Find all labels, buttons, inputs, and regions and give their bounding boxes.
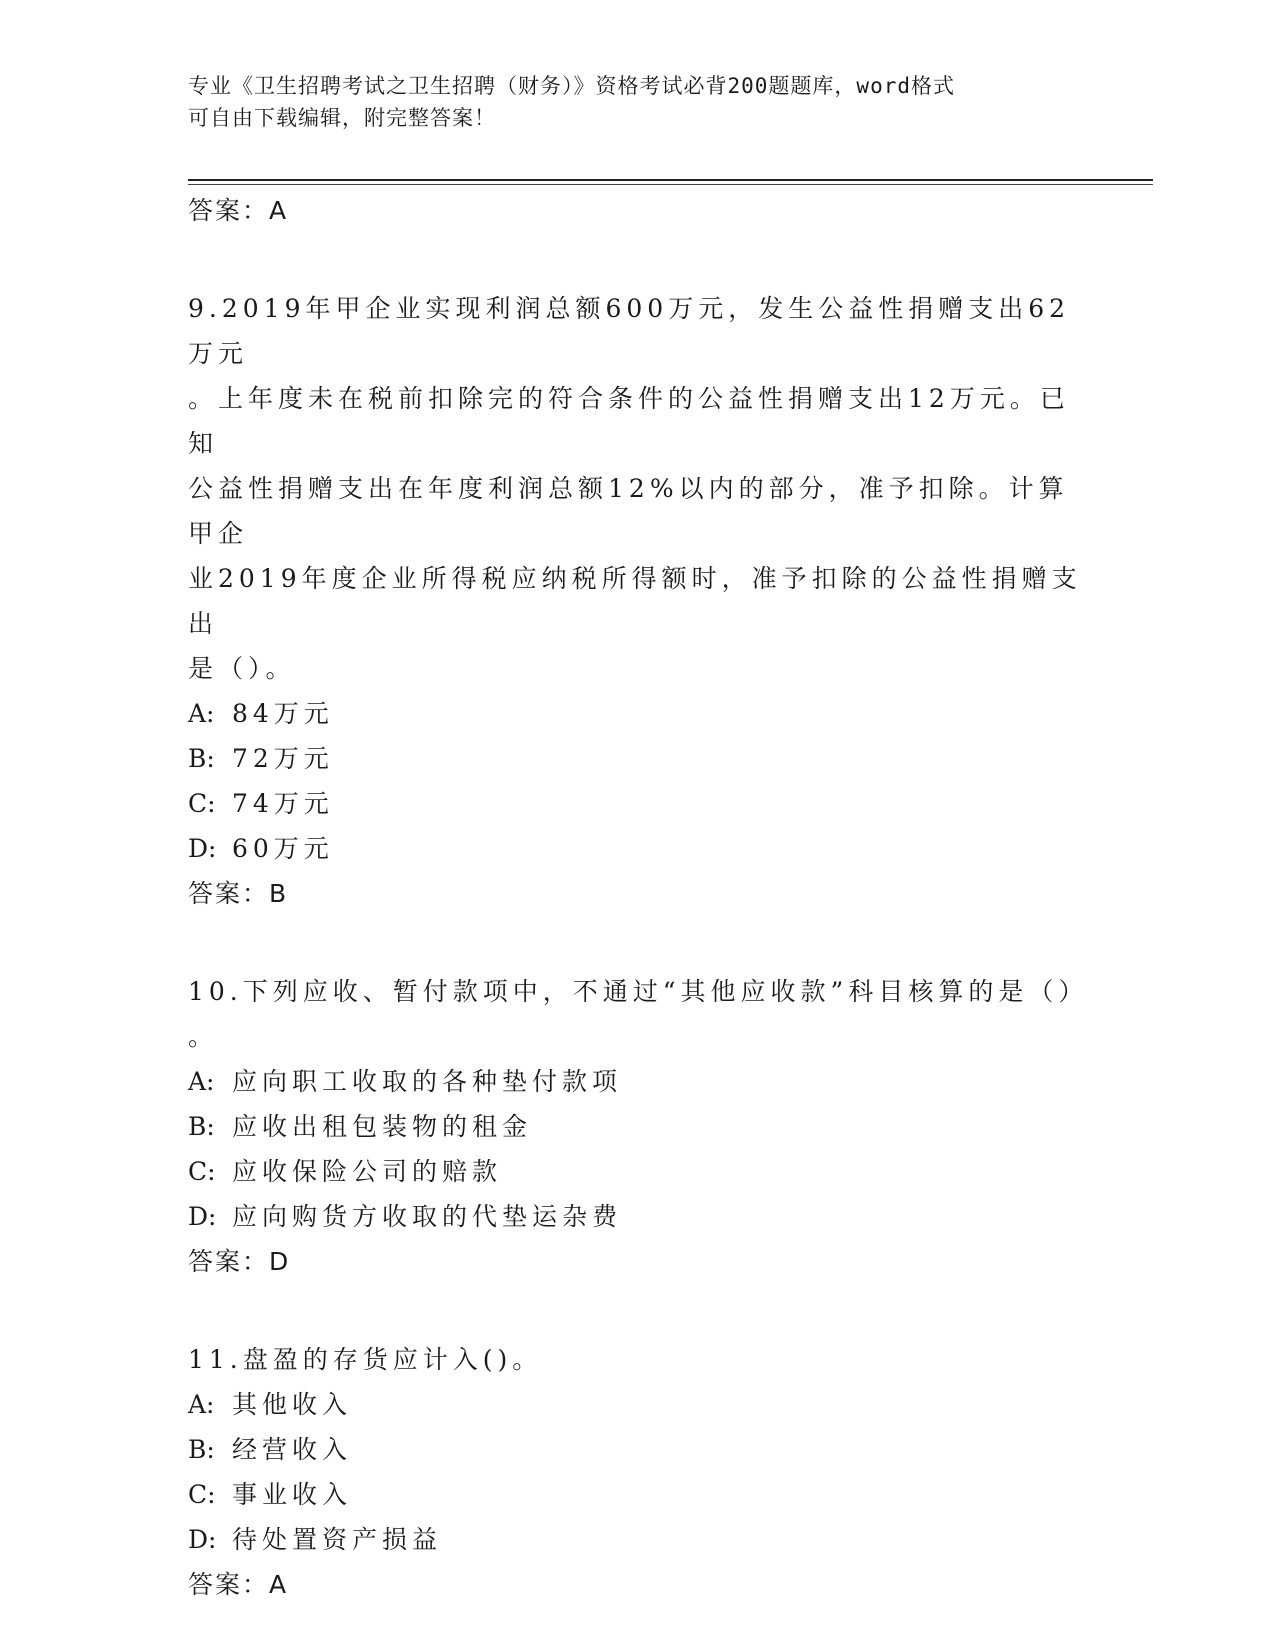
option-text: 应收保险公司的赔款 (232, 1157, 503, 1186)
option-text: 事业收入 (232, 1480, 353, 1509)
option-letter: D: (188, 1525, 217, 1554)
option-c (188, 1149, 1093, 1194)
document-header (188, 70, 1068, 134)
option-letter: A: (188, 699, 215, 728)
document-body (188, 188, 1093, 1608)
option-d (188, 1517, 1093, 1562)
question-line: 。上年度未在税前扣除完的符合条件的公益性捐赠支出12万元。已知 (188, 384, 1070, 458)
question-11 (188, 1337, 1093, 1608)
header-divider-thin (188, 184, 1153, 185)
option-letter: C: (188, 1480, 216, 1509)
option-b (188, 736, 1093, 781)
option-text: 其他收入 (232, 1390, 353, 1419)
option-b (188, 1427, 1093, 1472)
option-text: 84万元 (232, 699, 334, 728)
header-line-2: 可自由下载编辑，附完整答案！ (188, 106, 496, 130)
spacer (188, 234, 1093, 286)
option-c (188, 1472, 1093, 1517)
option-text: 待处置资产损益 (232, 1525, 443, 1554)
option-text: 60万元 (232, 834, 334, 863)
option-letter: A: (188, 1067, 215, 1096)
option-c (188, 781, 1093, 826)
question-text (188, 1337, 1093, 1382)
option-a (188, 691, 1093, 736)
question-line: 。 (188, 1022, 219, 1051)
header-line-1: 专业《卫生招聘考试之卫生招聘（财务）》资格考试必背200题题库，word格式 (188, 74, 955, 98)
question-answer: 答案：B (188, 879, 289, 908)
previous-answer: 答案：A (188, 196, 289, 225)
option-d (188, 1194, 1093, 1239)
question-10 (188, 969, 1093, 1285)
spacer (188, 1285, 1093, 1337)
spacer (188, 917, 1093, 969)
option-d (188, 826, 1093, 871)
question-text (188, 286, 1093, 691)
question-answer: 答案：D (188, 1247, 291, 1276)
option-letter: B: (188, 1435, 215, 1464)
option-letter: C: (188, 1157, 216, 1186)
question-line: 业2019年度企业所得税应纳税所得额时，准予扣除的公益性捐赠支出 (188, 564, 1082, 638)
question-9 (188, 286, 1093, 917)
option-letter: B: (188, 1112, 215, 1141)
header-divider-thick (188, 179, 1153, 181)
option-text: 应向购货方收取的代垫运杂费 (232, 1202, 623, 1231)
question-line: 11.盘盈的存货应计入()。 (188, 1345, 543, 1374)
question-answer: 答案：A (188, 1570, 289, 1599)
option-letter: B: (188, 744, 215, 773)
question-text (188, 969, 1093, 1059)
option-a (188, 1382, 1093, 1427)
option-b (188, 1104, 1093, 1149)
option-text: 74万元 (232, 789, 334, 818)
option-text: 经营收入 (232, 1435, 353, 1464)
option-text: 72万元 (232, 744, 334, 773)
option-letter: C: (188, 789, 216, 818)
question-line: 9.2019年甲企业实现利润总额600万元，发生公益性捐赠支出62万元 (188, 294, 1071, 368)
option-text: 应向职工收取的各种垫付款项 (232, 1067, 623, 1096)
question-line: 公益性捐赠支出在年度利润总额12%以内的部分，准予扣除。计算甲企 (188, 474, 1069, 548)
question-line: 是（）。 (188, 654, 296, 683)
option-letter: D: (188, 834, 217, 863)
option-letter: D: (188, 1202, 217, 1231)
option-a (188, 1059, 1093, 1104)
option-letter: A: (188, 1390, 215, 1419)
option-text: 应收出租包装物的租金 (232, 1112, 533, 1141)
question-line: 10.下列应收、暂付款项中，不通过“其他应收款”科目核算的是（） (188, 977, 1089, 1006)
